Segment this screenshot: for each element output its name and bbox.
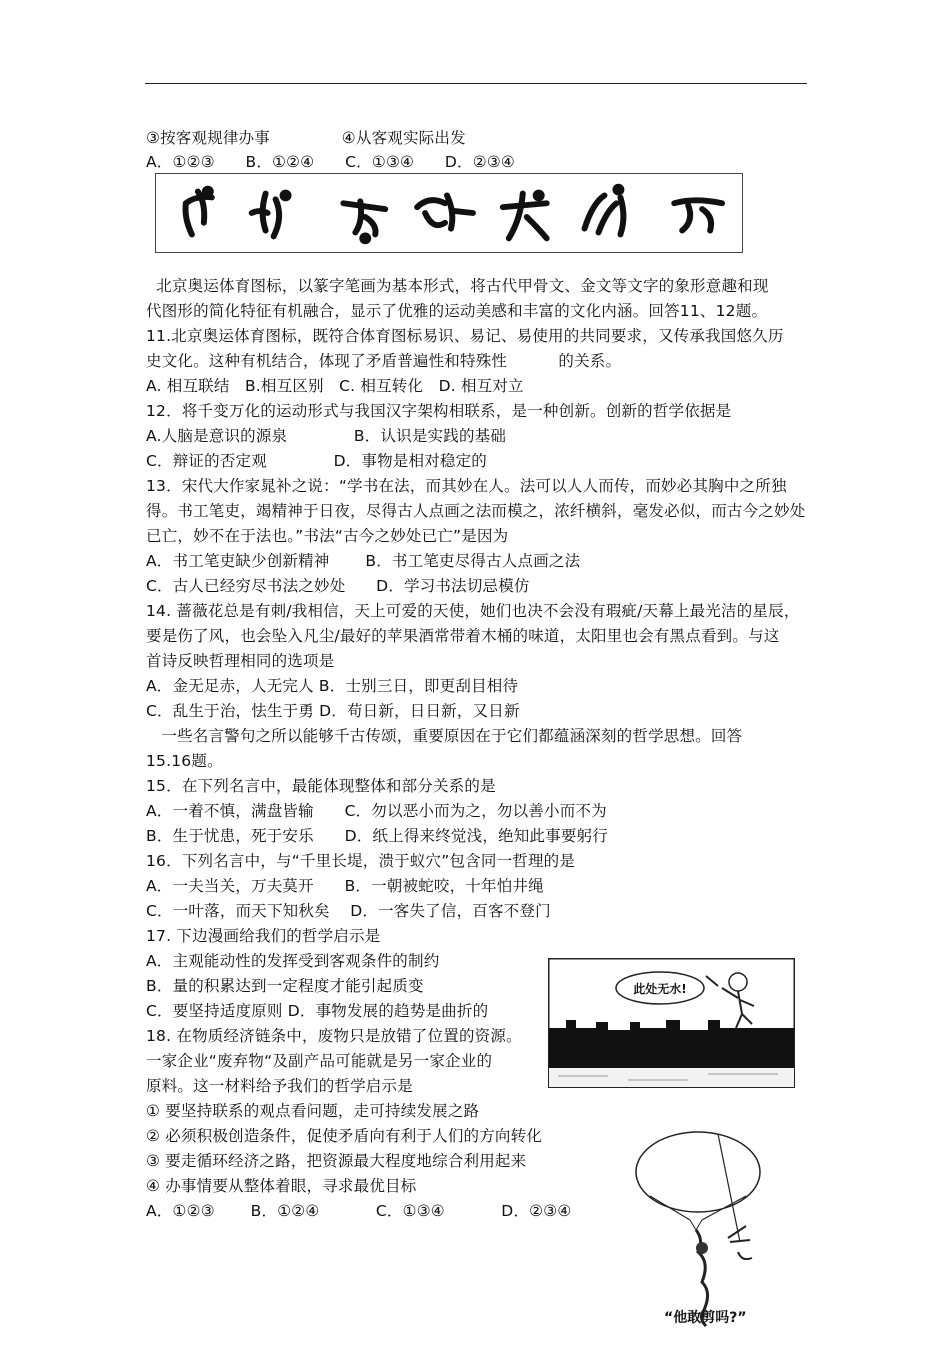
text-line: 北京奥运体育图标，以篆字笔画为基本形式，将古代甲骨文、金文等文字的象形意趣和现	[146, 277, 769, 295]
text-line: 得。书工笔吏，竭精神于日夜，尽得古人点画之法而模之，浓纤横斜，毫发必似，而古今之妙处	[146, 502, 806, 520]
text-line: C．一叶落，而天下知秋矣 D．一客失了信，百客不登门	[146, 902, 551, 920]
text-line: 12．将千变万化的运动形式与我国汉字架构相联系，是一种创新。创新的哲学依据是	[146, 402, 732, 420]
text-line: 17. 下边漫画给我们的哲学启示是	[146, 927, 381, 945]
text-line: 14. 蔷薇花总是有刺/我相信，天上可爱的天使，她们也决不会没有瑕疵/天幕上最光洁的星辰，	[146, 602, 800, 620]
text-line: A. 相互联结 B.相互区别 C. 相互转化 D. 相互对立	[146, 377, 524, 395]
cartoon-caption: “他敢剪吗?”	[664, 1310, 747, 1326]
text-line: 11.北京奥运体育图标，既符合体育图标易识、易记、易使用的共同要求，又传承我国悠久历	[146, 327, 784, 345]
text-line: A.人脑是意识的源泉 B．认识是实践的基础	[146, 427, 507, 445]
text-line: 16．下列名言中，与“千里长堤，溃于蚁穴”包含同一哲理的是	[146, 852, 576, 870]
text-line: 原料。这一材料给予我们的哲学启示是	[146, 1077, 413, 1095]
text-line: C．要坚持适度原则 D．事物发展的趋势是曲折的	[146, 1002, 489, 1020]
text-line: 首诗反映哲理相同的选项是	[146, 652, 335, 670]
text-line: 已亡，妙不在于法也。”书法“古今之妙处已亡”是因为	[146, 527, 509, 545]
cartoon-no-water	[548, 958, 795, 1088]
text-line: 代图形的简化特征有机融合，显示了优雅的运动美感和丰富的文化内涵。回答11、12题。	[146, 302, 768, 320]
text-line: A．书工笔吏缺少创新精神 B．书工笔吏尽得古人点画之法	[146, 552, 581, 570]
text-line: A．金无足赤，人无完人 B．士别三日，即更刮目相待	[146, 677, 519, 695]
text-line: 15．在下列名言中，最能体现整体和部分关系的是	[146, 777, 496, 795]
text-line: A．一着不慎，满盘皆输 C．勿以恶小而为之，勿以善小而不为	[146, 802, 607, 820]
text-line: 史文化。这种有机结合，体现了矛盾普遍性和特殊性 的关系。	[146, 352, 622, 370]
text-line: A．一夫当关，万夫莫开 B．一朝被蛇咬，十年怕井绳	[146, 877, 544, 895]
text-line: ③按客观规律办事 ④从客观实际出发	[146, 129, 466, 147]
text-line: 要是伤了风，也会坠入凡尘/最好的苹果酒常带着木桶的味道，太阳里也会有黑点看到。与这	[146, 627, 780, 645]
text-line: C．辩证的否定观 D．事物是相对稳定的	[146, 452, 488, 470]
text-line: C．乱生于治，怯生于勇 D．苟日新，日日新，又日新	[146, 702, 520, 720]
text-line: 一些名言警句之所以能够千古传颂，重要原因在于它们都蕴涵深刻的哲学思想。回答	[146, 727, 743, 745]
text-line: B．量的积累达到一定程度才能引起质变	[146, 977, 424, 995]
text-line: A．主观能动性的发挥受到客观条件的制约	[146, 952, 440, 970]
text-line: ① 要坚持联系的观点看问题，走可持续发展之路	[146, 1102, 480, 1120]
text-line: A．①②③ B．①②④ C．①③④ D．②③④	[146, 1202, 572, 1220]
text-line: 13．宋代大作家晁补之说：“学书在法，而其妙在人。法可以人人而传，而妙必其胸中之所独	[146, 477, 787, 495]
text-line: A．①②③ B．①②④ C．①③④ D．②③④	[146, 153, 516, 171]
text-line: ② 必须积极创造条件，促使矛盾向有利于人们的方向转化	[146, 1127, 543, 1145]
olympic-pictograms-image	[155, 173, 743, 253]
text-line: ③ 要走循环经济之路，把资源最大程度地综合利用起来	[146, 1152, 527, 1170]
text-line: C．古人已经穷尽书法之妙处 D．学习书法切忌模仿	[146, 577, 530, 595]
header-rule	[145, 83, 807, 84]
speech-bubble-text: 此处无水!	[633, 982, 687, 996]
text-line: B．生于忧患，死于安乐 D．纸上得来终觉浅，绝知此事要躬行	[146, 827, 608, 845]
text-line: 一家企业“废弃物“及副产品可能就是另一家企业的	[146, 1052, 493, 1070]
text-line: ④ 办事情要从整体着眼，寻求最优目标	[146, 1177, 417, 1195]
text-line: 18. 在物质经济链条中，废物只是放错了位置的资源。	[146, 1027, 522, 1045]
text-line: 15.16题。	[146, 752, 223, 770]
